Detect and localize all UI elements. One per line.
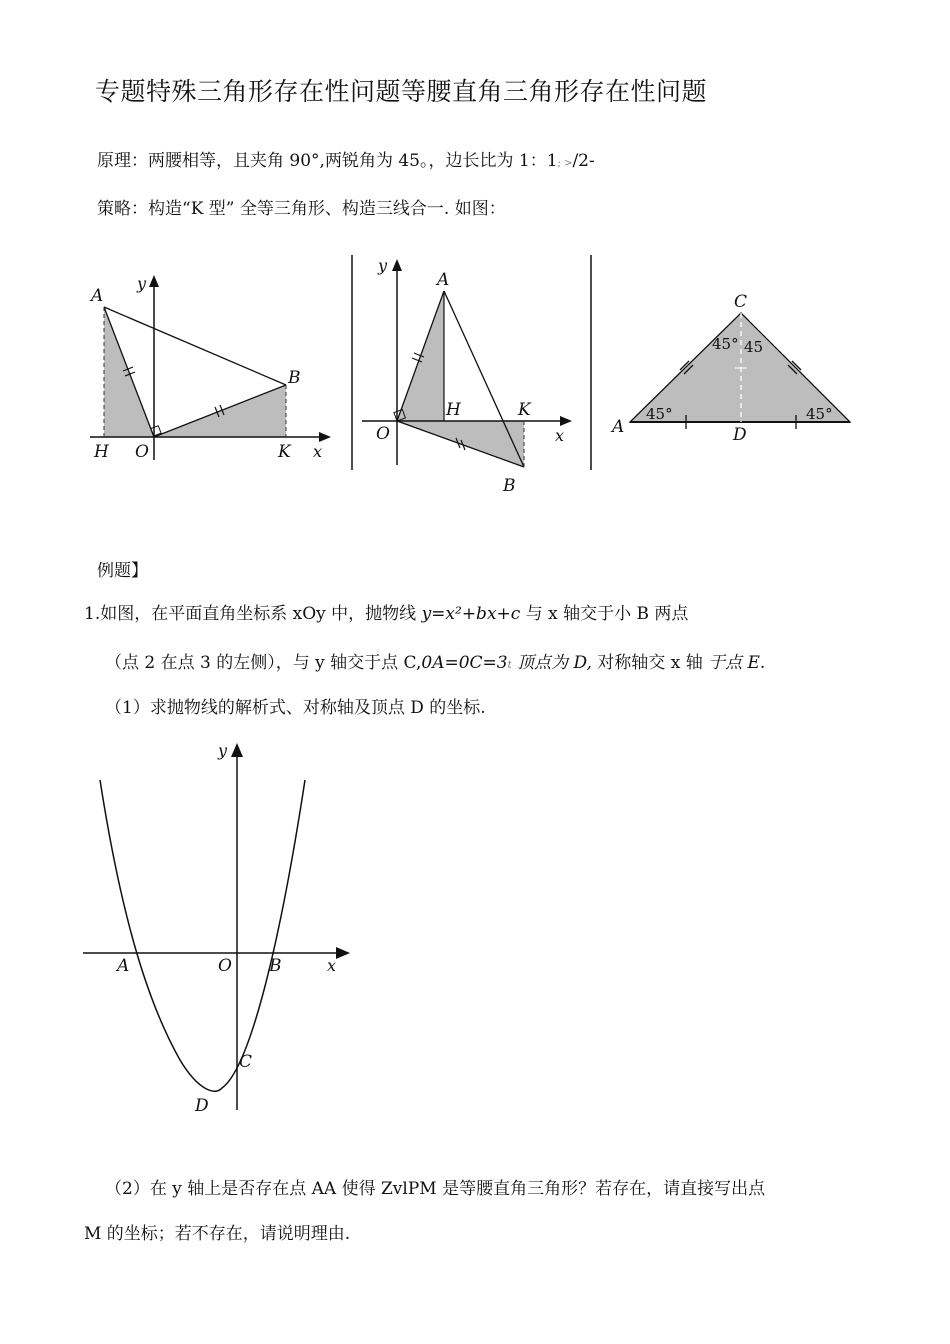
q1-text-b: 与 x 轴交于小 B 两点 [520, 604, 689, 624]
graph-label-a: A [117, 956, 130, 976]
graph-label-b: B [269, 956, 282, 976]
fig1-label-h: H [94, 442, 109, 462]
fig1-label-a: A [91, 286, 104, 306]
q1-line2-text-b: 对称轴交 x 轴 [591, 653, 703, 673]
fig3-angle-b: 45° [806, 405, 833, 423]
fig3-angle-c-left: 45° [712, 335, 739, 353]
fig3-label-a: A [612, 417, 625, 437]
graph-label-d: D [195, 1096, 209, 1116]
fig2-label-a: A [437, 270, 450, 290]
q1-line2-italic-2: 顶点为 D, [511, 653, 592, 673]
fig2-label-o: O [376, 424, 390, 444]
q1-text-a: 1.如图，在平面直角坐标系 xOy 中，抛物线 [84, 604, 422, 624]
fig1-label-y: y [137, 274, 147, 293]
example-heading: 例题】 [97, 561, 148, 581]
fig3-angle-c-right: 45 [744, 338, 764, 356]
principle-end: /2- [572, 151, 595, 171]
graph-label-c: C [239, 1052, 253, 1072]
document-title: 专题特殊三角形存在性问题等腰直角三角形存在性问题 [95, 77, 708, 106]
q1-line2-text-a: （点 2 在点 3 的左侧），与 y 轴交于点 C, [105, 653, 422, 673]
principle-text: 原理：两腰相等，且夹角 90°,两锐角为 45。，边长比为 1：1 [97, 151, 558, 171]
parabola-curve [100, 780, 305, 1091]
fig3-label-d: D [733, 425, 747, 445]
fig3-label-c: C [734, 292, 748, 312]
figure-k-type-2 [350, 255, 595, 495]
fig1-label-o: O [135, 442, 149, 462]
graph-label-y: y [218, 741, 228, 760]
fig2-label-b: B [503, 476, 516, 496]
q1-line2-italic-3: 于点 E. [702, 653, 766, 673]
q1-formula: y=x²+bx+c [421, 604, 521, 624]
figure-isosceles-right [610, 288, 855, 448]
q1-line2-subscript: t [507, 660, 512, 671]
fig2-label-y: y [378, 256, 388, 275]
parabola-graph [80, 738, 360, 1123]
figure-k-type-1 [85, 265, 340, 470]
strategy-line: 策略：构造“K 型” 全等三角形、构造三线合一. 如图： [97, 199, 506, 219]
fig1-label-x: x [313, 442, 323, 461]
fig1-label-b: B [288, 368, 301, 388]
principle-line [97, 146, 595, 171]
fig2-label-x: x [555, 426, 565, 445]
fig1-label-k: K [278, 442, 291, 462]
fig2-label-h: H [446, 400, 461, 420]
principle-subscript: ; > [557, 158, 573, 169]
question-1-part-2-line-1: （2）在 y 轴上是否存在点 AA 使得 ZvlPM 是等腰直角三角形？若存在，请直接写出点 [105, 1179, 766, 1199]
graph-label-x: x [327, 956, 337, 975]
q1-line2-italic: 0A=0C=3 [421, 653, 508, 673]
fig2-label-k: K [518, 400, 531, 420]
question-1-line-1 [84, 599, 688, 624]
question-1-part-1: （1）求抛物线的解析式、对称轴及顶点 D 的坐标. [105, 698, 486, 718]
question-1-part-2-line-2: M 的坐标；若不存在，请说明理由. [84, 1224, 351, 1244]
graph-label-o: O [218, 956, 232, 976]
question-1-line-2 [105, 648, 765, 673]
fig3-angle-a: 45° [646, 405, 673, 423]
